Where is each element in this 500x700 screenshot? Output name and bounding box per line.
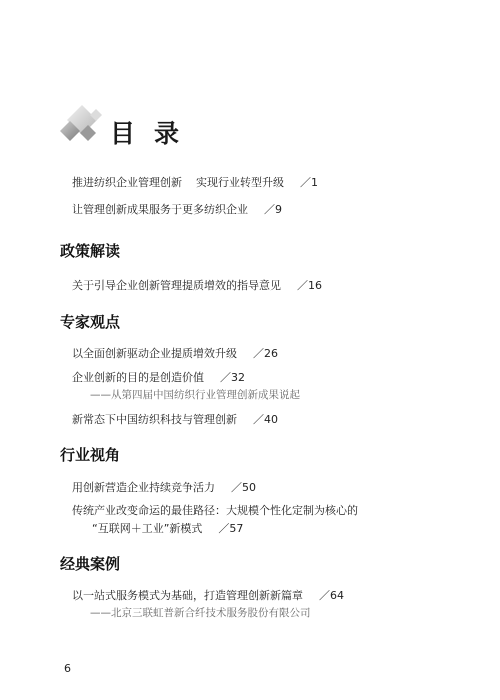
entry-page: ／64 xyxy=(319,589,344,602)
entry-page: ／40 xyxy=(253,413,278,426)
entry-subtitle: ——从第四届中国纺织行业管理创新成果说起 xyxy=(90,389,300,401)
entry-page: ／50 xyxy=(231,481,256,494)
page-number: 6 xyxy=(64,662,71,675)
toc-entry[interactable] xyxy=(72,504,358,518)
decorative-diamond-icon xyxy=(60,103,106,149)
entry-page: ／26 xyxy=(253,347,278,360)
entry-title: 企业创新的目的是创造价值 xyxy=(72,371,204,384)
toc-entry[interactable] xyxy=(72,347,278,361)
entry-page: ／57 xyxy=(218,522,244,535)
entry-title: 用创新营造企业持续竞争活力 xyxy=(72,481,215,494)
section-heading: 政策解读 xyxy=(60,242,121,260)
toc-entry[interactable] xyxy=(72,371,245,385)
entry-title: 传统产业改变命运的最佳路径：大规模个性化定制为核心的 xyxy=(72,504,358,517)
toc-entry[interactable] xyxy=(72,279,322,293)
entry-title: 实现行业转型升级 xyxy=(196,176,284,189)
section-heading: 行业视角 xyxy=(60,446,121,464)
entry-title: “互联网＋工业”新模式 xyxy=(92,522,203,535)
toc-entry-continuation[interactable] xyxy=(92,522,243,536)
toc-entry[interactable] xyxy=(72,481,256,495)
entry-title: 推进纺织企业管理创新 xyxy=(72,176,182,189)
toc-entry[interactable] xyxy=(72,203,282,217)
entry-page: ／9 xyxy=(264,203,282,216)
entry-title: 关于引导企业创新管理提质增效的指导意见 xyxy=(72,279,281,292)
section-heading: 专家观点 xyxy=(60,313,121,331)
entry-title: 新常态下中国纺织科技与管理创新 xyxy=(72,413,237,426)
toc-entry[interactable] xyxy=(72,589,344,603)
section-heading: 经典案例 xyxy=(60,555,121,573)
toc-entry[interactable] xyxy=(72,176,318,190)
entry-subtitle: ——北京三联虹普新合纤技术服务股份有限公司 xyxy=(90,607,311,619)
toc-title: 目录 xyxy=(110,119,199,148)
entry-title: 让管理创新成果服务于更多纺织企业 xyxy=(72,203,248,216)
entry-page: ／16 xyxy=(297,279,322,292)
toc-entry[interactable] xyxy=(72,413,278,427)
entry-page: ／32 xyxy=(220,371,245,384)
entry-title: 以全面创新驱动企业提质增效升级 xyxy=(72,347,237,360)
entry-page: ／1 xyxy=(300,176,318,189)
entry-title: 以一站式服务模式为基础，打造管理创新新篇章 xyxy=(72,589,303,602)
